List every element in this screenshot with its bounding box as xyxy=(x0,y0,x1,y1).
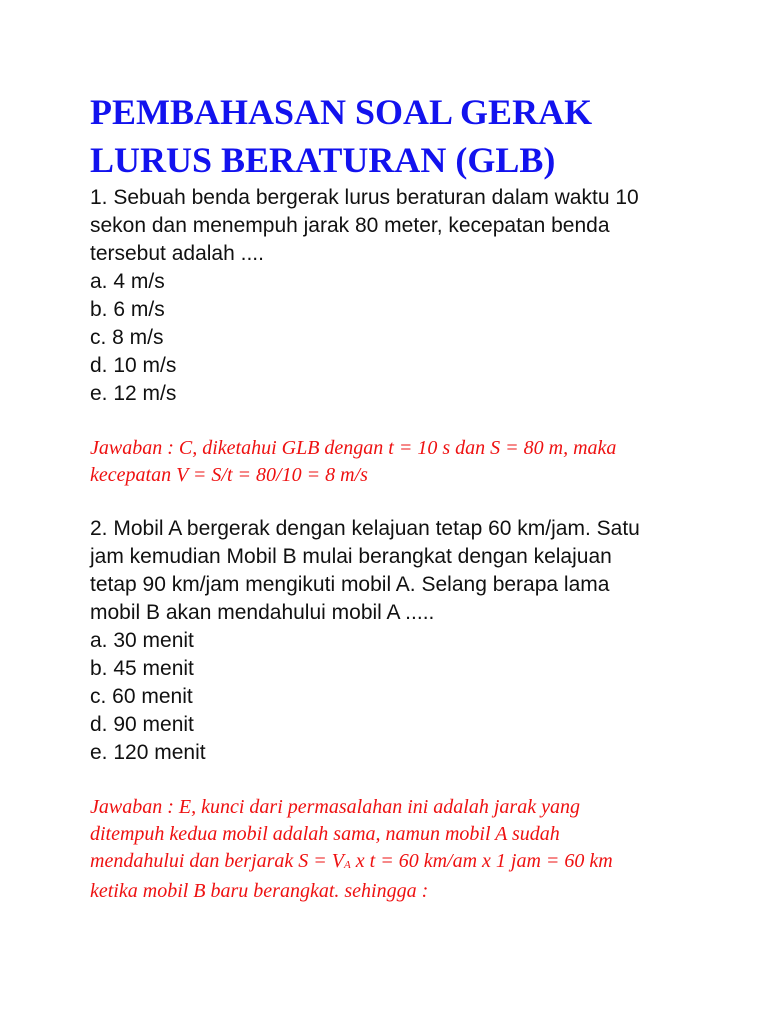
question-text-line: 2. Mobil A bergerak dengan kelajuan tetap 60 km/jam. Satu xyxy=(90,517,640,540)
subscript-a: A xyxy=(344,859,351,871)
answer-line: ketika mobil B baru berangkat. sehingga : xyxy=(90,880,429,902)
answer-1 xyxy=(90,435,730,489)
answer-line xyxy=(90,850,613,872)
answer-line: Jawaban : E, kunci dari permasalahan ini adalah jarak yang xyxy=(90,796,580,818)
title-line-1: PEMBAHASAN SOAL GERAK xyxy=(90,92,593,132)
spacer xyxy=(90,489,730,515)
spacer xyxy=(90,408,730,435)
option-c: c. 8 m/s xyxy=(90,326,164,349)
option-a: a. 4 m/s xyxy=(90,270,165,293)
answer-line: Jawaban : C, diketahui GLB dengan t = 10 s dan S = 80 m, maka xyxy=(90,437,617,459)
option-b: b. 45 menit xyxy=(90,657,194,680)
option-b: b. 6 m/s xyxy=(90,298,165,321)
question-1-text xyxy=(90,184,730,268)
question-text-line: sekon dan menempuh jarak 80 meter, kecepatan benda xyxy=(90,214,610,237)
option-d: d. 10 m/s xyxy=(90,354,177,377)
option-d: d. 90 menit xyxy=(90,713,194,736)
question-text-line: tersebut adalah .... xyxy=(90,242,264,265)
option-c: c. 60 menit xyxy=(90,685,193,708)
document-title xyxy=(90,88,730,184)
answer-2 xyxy=(90,794,730,905)
answer-line: kecepatan V = S/t = 80/10 = 8 m/s xyxy=(90,464,368,486)
question-1-options xyxy=(90,268,730,408)
document-page xyxy=(90,88,730,905)
question-text-line: jam kemudian Mobil B mulai berangkat dengan kelajuan xyxy=(90,545,612,568)
question-text-line: mobil B akan mendahului mobil A ..... xyxy=(90,601,435,624)
question-text-line: tetap 90 km/jam mengikuti mobil A. Selang berapa lama xyxy=(90,573,610,596)
question-2-text xyxy=(90,515,730,627)
title-line-2: LURUS BERATURAN (GLB) xyxy=(90,140,556,180)
answer-line-part: x t = 60 km/am x 1 jam = 60 km xyxy=(350,850,613,872)
answer-line-part: mendahului dan berjarak S = V xyxy=(90,850,345,872)
spacer xyxy=(90,767,730,794)
option-e: e. 12 m/s xyxy=(90,382,177,405)
answer-line: ditempuh kedua mobil adalah sama, namun mobil A sudah xyxy=(90,823,560,845)
option-e: e. 120 menit xyxy=(90,741,206,764)
question-2-options xyxy=(90,627,730,767)
option-a: a. 30 menit xyxy=(90,629,194,652)
question-text-line: 1. Sebuah benda bergerak lurus beraturan dalam waktu 10 xyxy=(90,186,639,209)
